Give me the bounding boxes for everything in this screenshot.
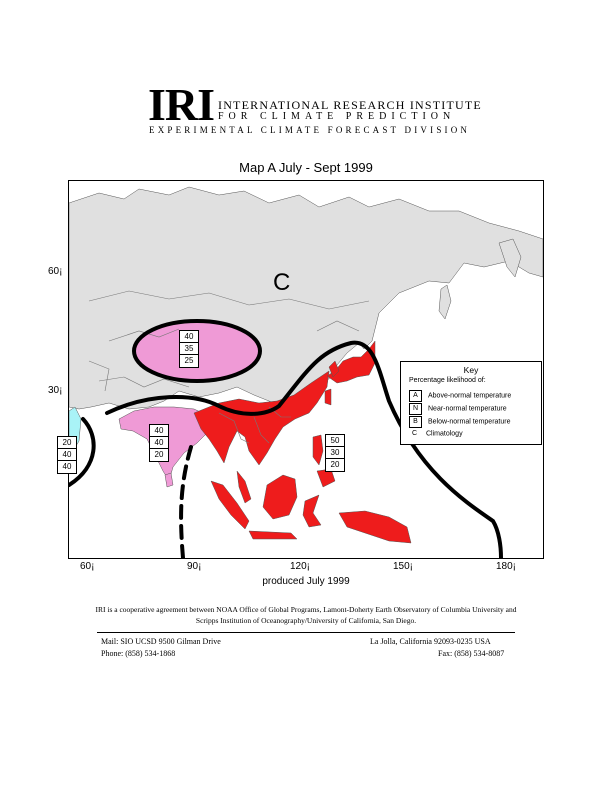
above-normal-borneo xyxy=(263,475,297,519)
lon-label: 180¡ xyxy=(496,561,517,572)
institute-name-line1: INTERNATIONAL RESEARCH INSTITUTE xyxy=(218,98,482,112)
lon-label: 150¡ xyxy=(393,561,414,572)
key-row-climatology xyxy=(409,429,463,441)
region-value: 30 xyxy=(325,446,345,460)
fax-number: Fax: (858) 534-8087 xyxy=(438,649,505,658)
key-row-near xyxy=(409,403,507,415)
division-name: EXPERIMENTAL CLIMATE FORECAST DIVISION xyxy=(149,125,471,135)
region-value: 40 xyxy=(149,424,169,438)
lon-label: 60¡ xyxy=(80,561,95,572)
phone-number: Phone: (858) 534-1868 xyxy=(101,649,176,658)
region-value: 35 xyxy=(179,342,199,356)
lat-label: 60¡ xyxy=(48,266,63,277)
above-normal-malaysia xyxy=(237,471,251,503)
iri-logo: IRI xyxy=(148,79,215,130)
region-value: 20 xyxy=(149,448,169,462)
region-value: 40 xyxy=(149,436,169,450)
key-letter: C xyxy=(411,430,418,437)
cooperative-statement: IRI is a cooperative agreement between NOAA Office of Global Programs, Lamont-Doherty Earth Observatory of Columbia University and Scripps Institution of Oceanography/University of California, San Diego. xyxy=(95,605,517,625)
region-value: 20 xyxy=(57,436,77,450)
key-text: Near-normal temperature xyxy=(428,405,507,413)
produced-date: produced July 1999 xyxy=(262,576,350,587)
region-value: 40 xyxy=(57,460,77,474)
key-letter: A xyxy=(409,390,422,402)
key-title: Key xyxy=(463,365,479,375)
map-key xyxy=(400,361,542,445)
key-letter: B xyxy=(409,416,422,428)
lon-label: 120¡ xyxy=(290,561,311,572)
key-row-below xyxy=(409,416,510,428)
city-address: La Jolla, California 92093-0235 USA xyxy=(370,637,491,646)
above-normal-new-guinea xyxy=(339,511,411,543)
lon-label: 90¡ xyxy=(187,561,202,572)
mail-address: Mail: SIO UCSD 9500 Gilman Drive xyxy=(101,637,221,646)
climatology-sakhalin xyxy=(439,285,451,319)
map-title: Map A July - Sept 1999 xyxy=(239,160,373,175)
key-subtitle: Percentage likelihood of: xyxy=(409,377,486,384)
near-normal-sri-lanka xyxy=(165,473,173,487)
above-normal-sulawesi xyxy=(303,495,321,527)
above-normal-java xyxy=(249,531,297,539)
region-value: 40 xyxy=(179,330,199,344)
region-value: 40 xyxy=(57,448,77,462)
region-value: 50 xyxy=(325,434,345,448)
institute-name-line2: FOR CLIMATE PREDICTION xyxy=(218,111,456,122)
key-row-above xyxy=(409,390,511,402)
lat-label: 30¡ xyxy=(48,385,63,396)
key-letter: N xyxy=(409,403,422,415)
region-value: 25 xyxy=(179,354,199,368)
above-normal-taiwan xyxy=(325,389,331,405)
key-text: Above-normal temperature xyxy=(428,392,512,400)
region-value: 20 xyxy=(325,458,345,472)
key-text: Below-normal temperature xyxy=(428,418,511,426)
key-text: Climatology xyxy=(426,430,463,438)
climatology-label: C xyxy=(273,269,291,296)
footer-divider xyxy=(97,632,515,633)
